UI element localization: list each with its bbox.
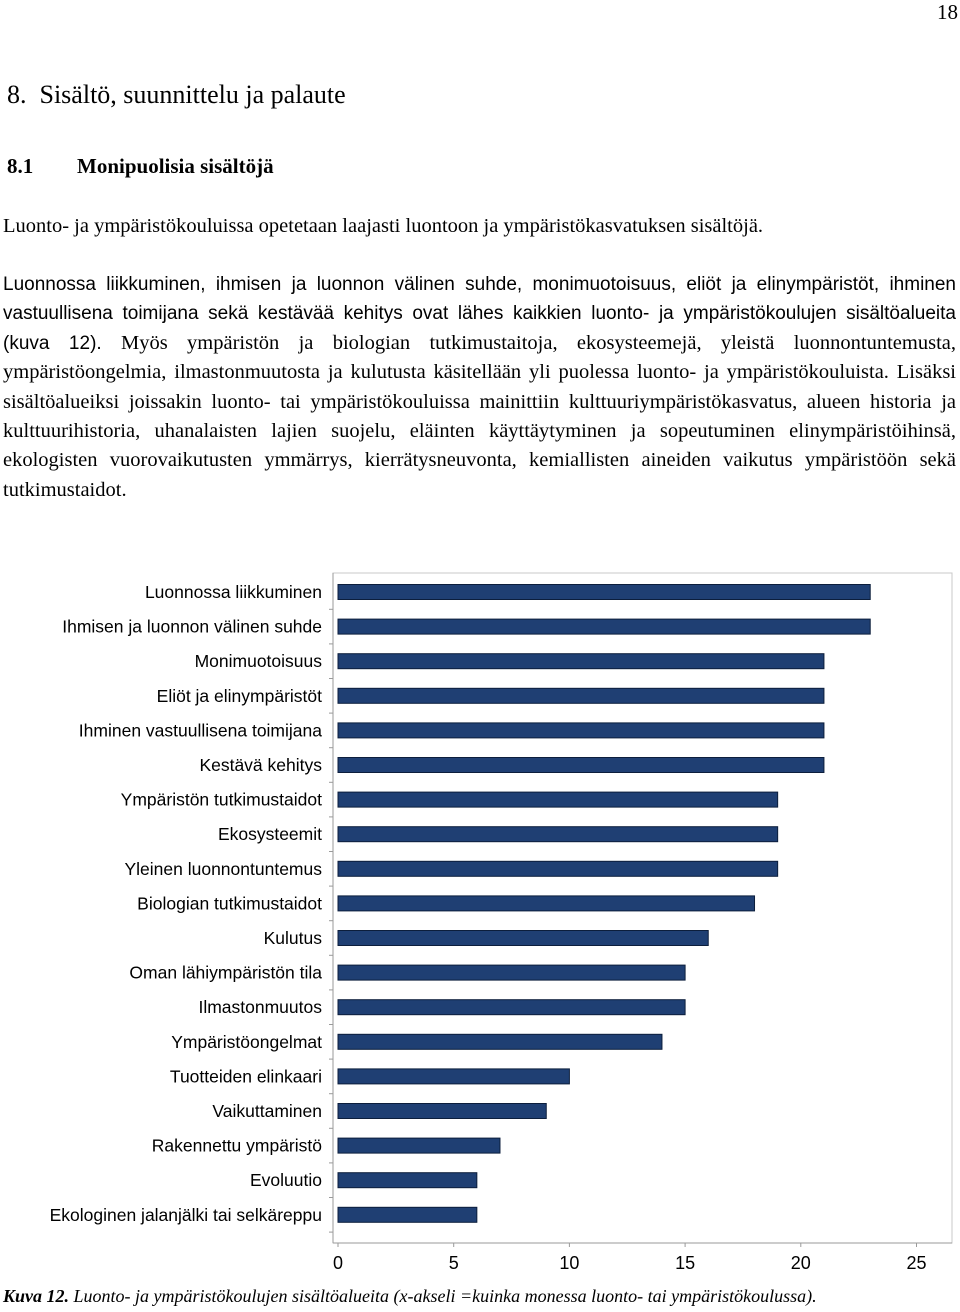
figure-caption <box>3 1286 958 1307</box>
section-number: 8. <box>7 80 27 109</box>
bar-chart-svg <box>0 568 960 1280</box>
category-label: Ympäristön tutkimustaidot <box>120 789 322 810</box>
category-label: Ihminen vastuullisena toimijana <box>78 720 322 741</box>
bar <box>338 861 778 876</box>
bar <box>338 896 755 911</box>
category-label: Evoluutio <box>250 1170 322 1191</box>
category-label: Yleinen luonnontuntemus <box>124 858 322 879</box>
bar <box>338 1000 685 1015</box>
category-label: Monimuotoisuus <box>194 651 322 672</box>
x-tick-label: 25 <box>906 1253 927 1273</box>
subsection-number: 8.1 <box>7 154 34 178</box>
category-label: Tuotteiden elinkaari <box>169 1066 322 1087</box>
subsection-title <box>7 154 274 179</box>
category-label: Ympäristöongelmat <box>171 1031 322 1052</box>
x-tick-label: 5 <box>448 1253 459 1273</box>
category-label: Rakennettu ympäristö <box>151 1135 322 1156</box>
bar <box>338 827 778 842</box>
body-paragraph <box>3 270 956 505</box>
x-tick-label: 20 <box>790 1253 811 1273</box>
category-label: Ihmisen ja luonnon välinen suhde <box>62 616 322 637</box>
category-label: Ekologinen jalanjälki tai selkäreppu <box>49 1204 322 1225</box>
bar <box>338 688 824 703</box>
content-areas-chart <box>0 568 960 1280</box>
caption-text: Luonto- ja ympäristökoulujen sisältöalueita (x-akseli =kuinka monessa luonto- tai ympäristökoulussa). <box>69 1286 817 1306</box>
bar <box>338 758 824 773</box>
category-label: Vaikuttaminen <box>212 1101 322 1121</box>
category-label: Luonnossa liikkuminen <box>144 582 322 602</box>
category-label: Ilmastonmuutos <box>198 997 322 1018</box>
bar <box>338 1173 477 1188</box>
bar <box>338 585 870 600</box>
x-tick-label: 15 <box>675 1253 696 1273</box>
bar <box>338 1138 500 1153</box>
category-label: Kestävä kehitys <box>199 755 322 775</box>
category-label: Eliöt ja elinympäristöt <box>156 685 322 706</box>
category-label: Oman lähiympäristön tila <box>129 962 322 983</box>
section-title <box>7 80 346 110</box>
bar <box>338 619 870 634</box>
body-paragraph-part2: Myös ympäristön ja biologian tutkimustaitoja, ekosysteemejä, yleistä luonnontuntemusta, ympäristöongelmia, ilmastonmuutosta ja kulutusta käsitellään yli puolessa luonto- ja ympäristökouluista. Lisäksi sisältöalueiksi joissakin luonto- tai ympäristökouluissa mainittiin kulttuuriympäristökasvatus, alueen historia ja kulttuurihistoria, uhanalaisten lajien suojelu, eläinten käyttäytyminen ja sopeutuminen elinympäristöihinsä, ekologisten vuorovaikutusten ymmärrys, kierrätysneuvonta, kemiallisten aineiden vaikutus ympäristöön sekä tutkimustaidot. <box>3 331 956 501</box>
bar <box>338 654 824 669</box>
body-paragraph-part1: Luonnossa liikkuminen, ihmisen ja luonnon välinen suhde, monimuotoisuus, eliöt ja elinympäristöt, ihminen vastuullisena toimijana sekä kestävää kehitys ovat lähes kaikkien luonto- ja ympäristökoulujen sisältöalueita (kuva 12). <box>3 274 956 354</box>
x-tick-label: 10 <box>559 1253 580 1273</box>
bar <box>338 931 708 946</box>
bar <box>338 792 778 807</box>
category-label: Biologian tutkimustaidot <box>137 893 322 914</box>
category-label: Kulutus <box>263 928 322 948</box>
bar <box>338 723 824 738</box>
bar <box>338 965 685 980</box>
bar <box>338 1207 477 1222</box>
bar <box>338 1069 569 1084</box>
bar <box>338 1034 662 1049</box>
intro-paragraph: Luonto- ja ympäristökouluissa opetetaan laajasti luontoon ja ympäristökasvatuksen sisältöjä. <box>3 215 764 237</box>
subsection-title-text: Monipuolisia sisältöjä <box>77 154 274 178</box>
page-number: 18 <box>937 0 958 24</box>
category-label: Ekosysteemit <box>217 824 322 845</box>
x-tick-label: 0 <box>332 1253 344 1273</box>
bar <box>338 1104 546 1119</box>
caption-label: Kuva 12. <box>3 1286 70 1306</box>
section-title-text: Sisältö, suunnittelu ja palaute <box>39 80 346 109</box>
